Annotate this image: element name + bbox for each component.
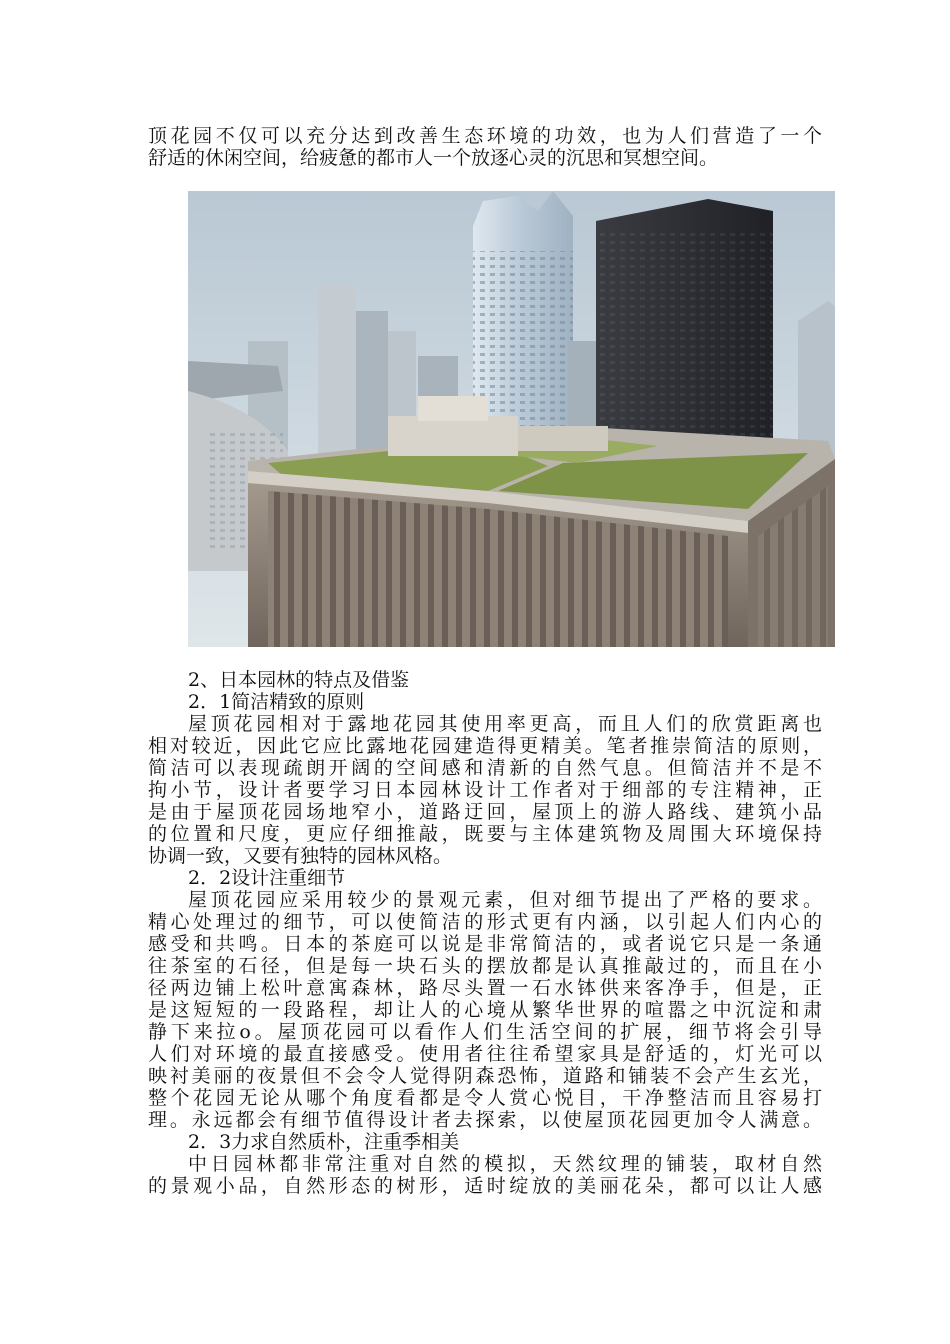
paragraph-line: 往茶室的石径，但是每一块石头的摆放都是认真推敲过的，而且在小 bbox=[148, 955, 822, 977]
paragraph-line: 屋顶花园应采用较少的景观元素，但对细节提出了严格的要求。 bbox=[188, 889, 822, 911]
paragraph-line: 的景观小品，自然形态的树形，适时绽放的美丽花朵，都可以让人感 bbox=[148, 1175, 822, 1197]
paragraph-line: 映衬美丽的夜景但不会令人觉得阴森恐怖，道路和铺装不会产生玄光， bbox=[148, 1065, 822, 1087]
body-text bbox=[148, 669, 822, 1197]
paragraph-line: 是由于屋顶花园场地窄小，道路迂回，屋顶上的游人路线、建筑小品 bbox=[148, 801, 822, 823]
intro-paragraph bbox=[148, 125, 822, 169]
paragraph-line: 屋顶花园相对于露地花园其使用率更高，而且人们的欣赏距离也 bbox=[188, 713, 822, 735]
paragraph-line: 静下来拉o。屋顶花园可以看作人们生活空间的扩展，细节将会引导 bbox=[148, 1021, 822, 1043]
intro-line: 顶花园不仅可以充分达到改善生态环境的功效，也为人们营造了一个 bbox=[148, 125, 822, 147]
paragraph-line: 是这短短的一段路程，却让人的心境从繁华世界的喧嚣之中沉淀和肃 bbox=[148, 999, 822, 1021]
rooftop-garden-photo bbox=[188, 191, 835, 647]
paragraph-line: 整个花园无论从哪个角度看都是令人赏心悦目，干净整洁而且容易打 bbox=[148, 1087, 822, 1109]
paragraph-line: 径两边铺上松叶意寓森林，路尽头置一石水钵供来客净手，但是，正 bbox=[148, 977, 822, 999]
subsection-title-2-3: 2．3力求自然质朴，注重季相美 bbox=[188, 1131, 460, 1153]
intro-line: 舒适的休闲空间，给疲惫的都市人一个放逐心灵的沉思和冥想空间。 bbox=[148, 147, 719, 169]
paragraph-line: 简洁可以表现疏朗开阔的空间感和清新的自然气息。但简洁并不是不 bbox=[148, 757, 822, 779]
paragraph-line: 中日园林都非常注重对自然的模拟，天然纹理的铺装，取材自然 bbox=[188, 1153, 822, 1175]
paragraph-line: 人们对环境的最直接感受。使用者往往希望家具是舒适的，灯光可以 bbox=[148, 1043, 822, 1065]
paragraph-line: 的位置和尺度，更应仔细推敲，既要与主体建筑物及周围大环境保持 bbox=[148, 823, 822, 845]
rooftop-garden-illustration bbox=[188, 191, 835, 647]
paragraph-line: 相对较近，因此它应比露地花园建造得更精美。笔者推崇简洁的原则， bbox=[148, 735, 822, 757]
subsection-title-2-2: 2．2设计注重细节 bbox=[188, 867, 346, 889]
paragraph-line: 协调一致，又要有独特的园林风格。 bbox=[148, 845, 453, 867]
paragraph-line: 理。永远都会有细节值得设计者去探索，以使屋顶花园更加令人满意。 bbox=[148, 1109, 822, 1131]
subsection-title-2-1: 2．1简洁精致的原则 bbox=[188, 691, 365, 713]
section-title: 2、日本园林的特点及借鉴 bbox=[188, 669, 410, 691]
paragraph-line: 精心处理过的细节，可以使简洁的形式更有内涵，以引起人们内心的 bbox=[148, 911, 822, 933]
paragraph-line: 感受和共鸣。日本的茶庭可以说是非常简洁的，或者说它只是一条通 bbox=[148, 933, 822, 955]
paragraph-line: 拘小节，设计者要学习日本园林设计工作者对于细部的专注精神，正 bbox=[148, 779, 822, 801]
